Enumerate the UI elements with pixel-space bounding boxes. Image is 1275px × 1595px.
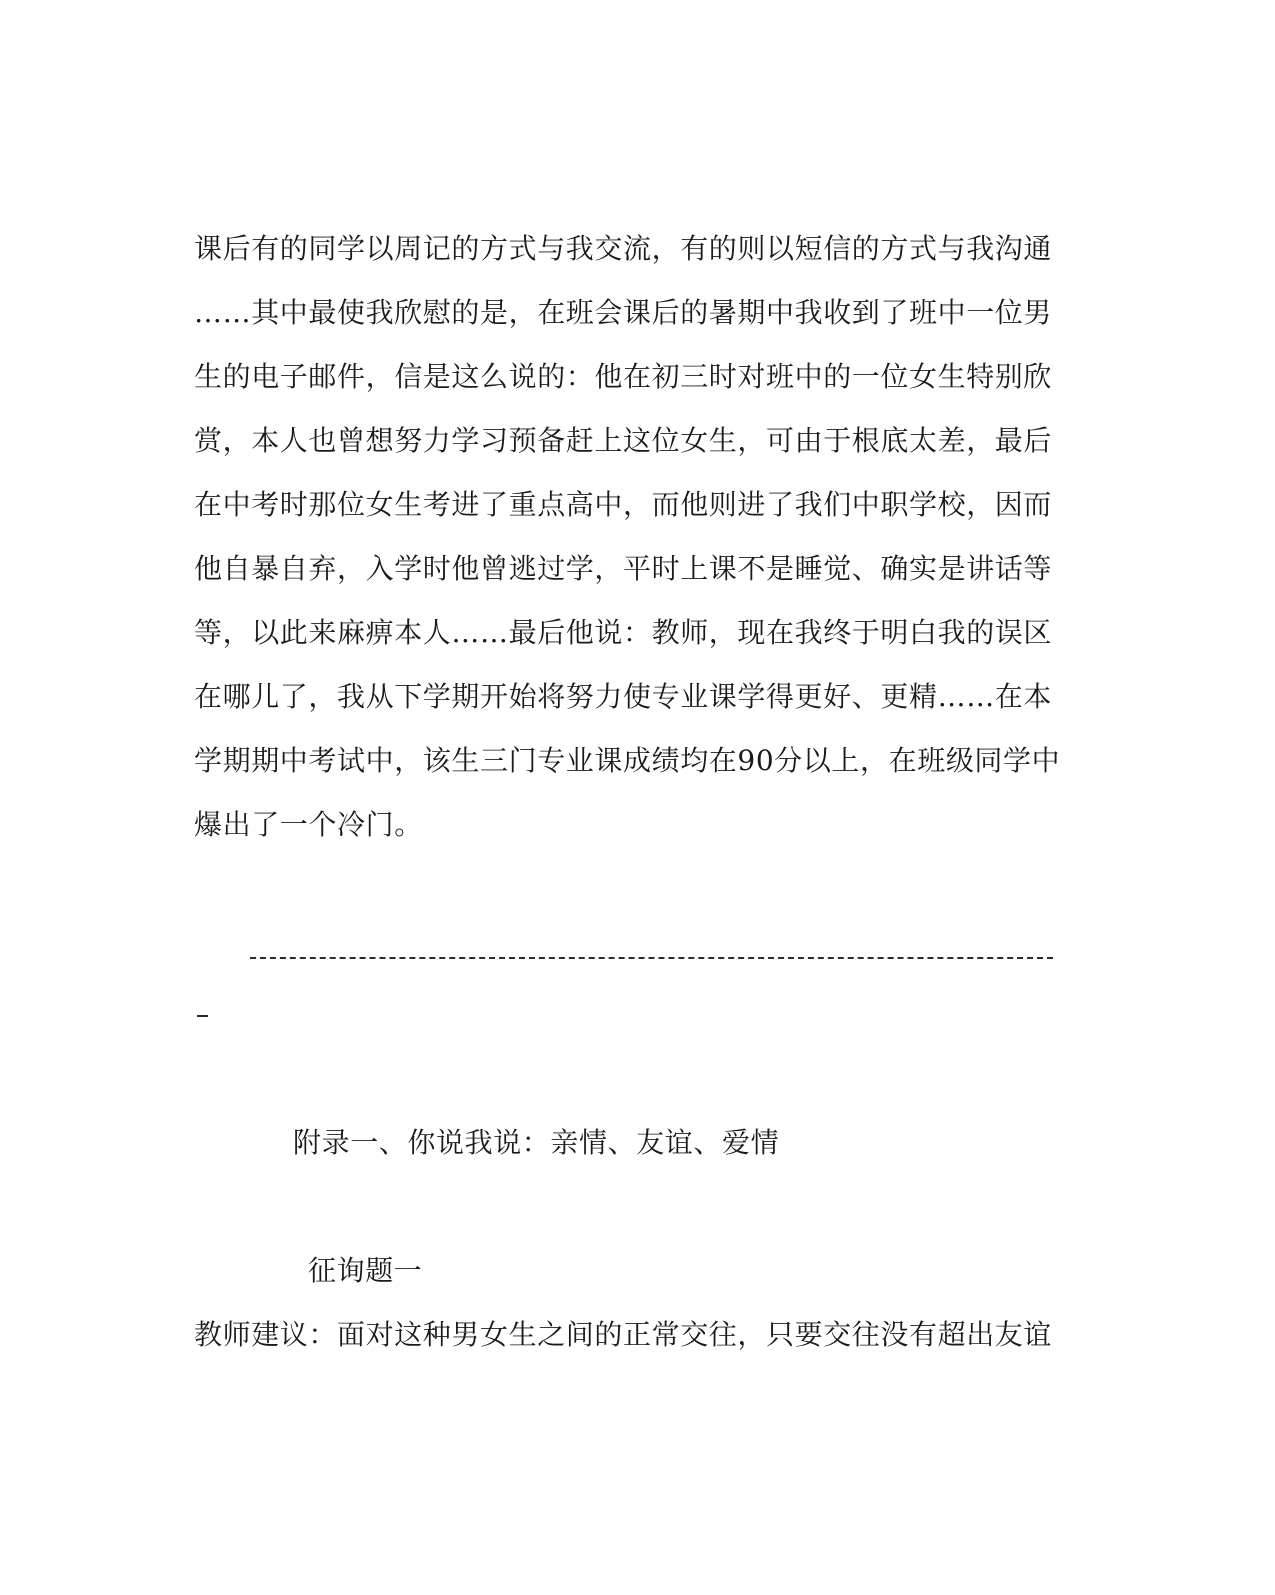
separator-dashed-rule: [250, 957, 1053, 959]
paragraph-line: 赏，本人也曾想努力学习预备赶上这位女生，可由于根底太差，最后: [194, 424, 1053, 457]
paragraph-line: 等，以此来麻痹本人……最后他说：教师，现在我终于明白我的误区: [194, 616, 1053, 649]
paragraph-line: 爆出了一个冷门。: [194, 808, 423, 841]
paragraph-line: ……其中最使我欣慰的是，在班会课后的暑期中我收到了班中一位男: [194, 296, 1053, 329]
paragraph-line: 在哪儿了，我从下学期开始将努力使专业课学得更好、更精……在本: [194, 680, 1053, 713]
separator-dash-tail: [197, 1015, 208, 1017]
appendix-heading: 附录一、你说我说：亲情、友谊、爱情: [293, 1126, 780, 1159]
paragraph-line: 学期期中考试中，该生三门专业课成绩均在90分以上，在班级同学中: [194, 744, 1061, 777]
paragraph-line: 他自暴自弃，入学时他曾逃过学，平时上课不是睡觉、确实是讲话等: [194, 552, 1053, 585]
paragraph-line: 在中考时那位女生考进了重点高中，而他则进了我们中职学校，因而: [194, 488, 1053, 521]
paragraph-line: 生的电子邮件，信是这么说的：他在初三时对班中的一位女生特别欣: [194, 360, 1053, 393]
question-heading: 征询题一: [308, 1254, 423, 1287]
paragraph-line: 课后有的同学以周记的方式与我交流，有的则以短信的方式与我沟通: [194, 232, 1053, 265]
teacher-advice-line: 教师建议：面对这种男女生之间的正常交往，只要交往没有超出友谊: [194, 1318, 1053, 1351]
